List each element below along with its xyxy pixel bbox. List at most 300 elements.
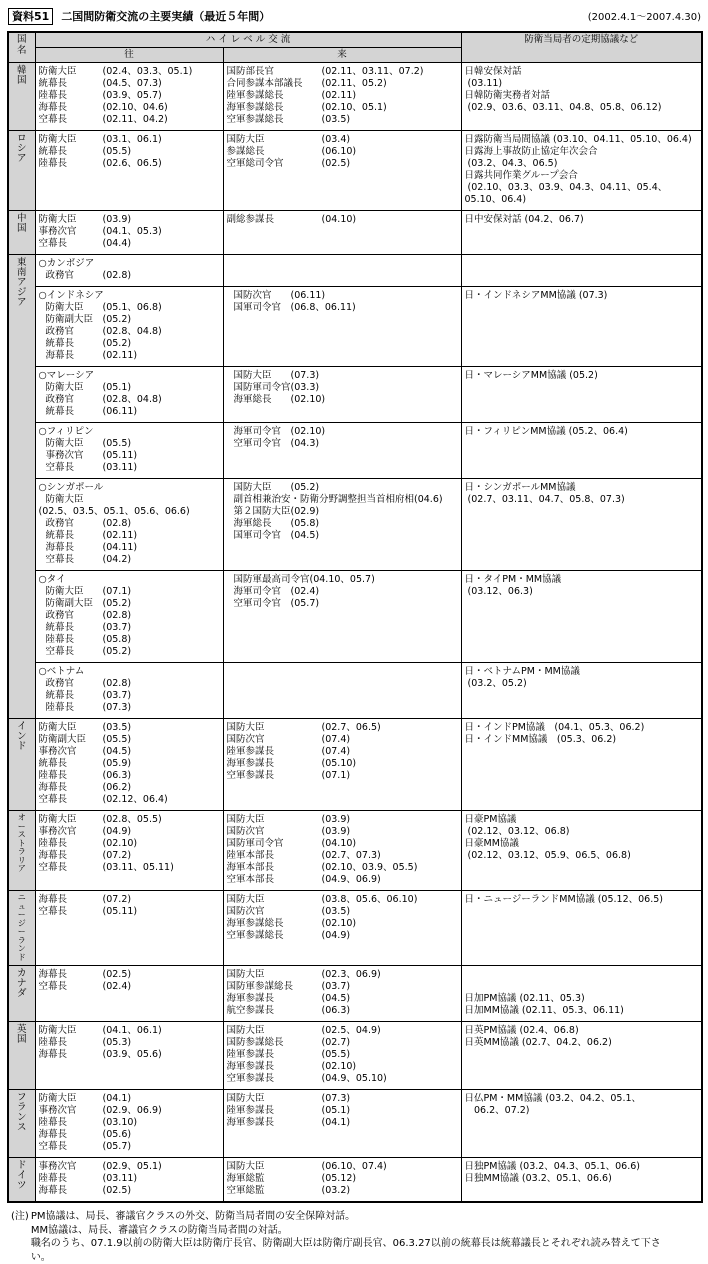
visit-dates: (05.2) xyxy=(102,314,132,325)
visits-incoming-cell xyxy=(223,367,461,423)
country-name-char: ニ xyxy=(17,893,26,902)
visit-dates: (04.5) xyxy=(102,746,132,757)
visits-incoming-cell xyxy=(223,131,461,211)
country-row xyxy=(8,663,702,719)
visit-entry xyxy=(39,542,220,554)
visit-dates: (05.3) xyxy=(102,1037,132,1048)
official-title: 事務次官 xyxy=(38,226,77,237)
official-title: 陸幕長 xyxy=(38,1173,68,1184)
official-title: 海軍本部長 xyxy=(226,862,275,873)
visit-dates: (04.9、05.10) xyxy=(321,1073,387,1084)
visit-dates: (04.6) xyxy=(414,494,443,505)
visit-entry xyxy=(227,918,458,930)
visit-dates: (02.8) xyxy=(102,610,132,621)
visit-dates: (04.3) xyxy=(290,438,320,449)
country-name-vertical xyxy=(9,891,35,965)
visit-dates: (04.5) xyxy=(321,993,351,1004)
visit-dates: (02.8) xyxy=(102,270,132,281)
country-row xyxy=(8,479,702,571)
consultation-entry: 日独MM協議 (03.2、05.1、06.6) xyxy=(464,1173,612,1184)
visit-dates: (05.9) xyxy=(102,758,132,769)
visit-dates: (05.2) xyxy=(290,482,320,493)
visit-dates: (02.10、03.9、05.5) xyxy=(321,862,418,873)
consultations-cell xyxy=(461,367,702,423)
visit-dates: (06.8、06.11) xyxy=(290,302,356,313)
visit-dates: (05.8) xyxy=(102,634,132,645)
visits-outgoing-cell xyxy=(35,211,223,255)
country-label xyxy=(8,811,35,891)
footnote-line: MM協議は、局長、審議官クラスの防衛当局者間の対話。 xyxy=(30,1224,288,1236)
country-row xyxy=(8,891,702,966)
visit-dates: (02.10、04.6) xyxy=(102,102,168,113)
official-title: 防衛大臣 xyxy=(45,586,84,597)
consultations-cell xyxy=(461,966,702,1022)
visits-outgoing-cell xyxy=(35,1158,223,1203)
visit-dates: (02.8、04.8) xyxy=(102,394,162,405)
visit-entry xyxy=(39,1173,220,1185)
visit-dates: (02.10) xyxy=(290,426,326,437)
official-title: 空軍参謀総長 xyxy=(226,930,284,941)
country-name-char: 国 xyxy=(16,223,27,234)
country-name-char: ド xyxy=(16,741,27,752)
country-name-char: シ xyxy=(16,143,27,154)
visit-dates: (07.4) xyxy=(321,746,351,757)
visit-dates: (02.11) xyxy=(321,90,357,101)
official-title: 海幕長 xyxy=(38,1185,68,1196)
title-bar xyxy=(8,8,701,25)
official-title: 海幕長 xyxy=(45,350,75,361)
visit-dates: (03.7) xyxy=(102,622,132,633)
official-title: 空軍司令官 xyxy=(233,598,282,609)
visit-dates: (06.2) xyxy=(102,782,132,793)
visit-entry xyxy=(227,1173,458,1185)
visit-dates: (05.12) xyxy=(321,1173,357,1184)
visit-dates: (03.9、05.6) xyxy=(102,1049,162,1060)
visit-dates: (03.9) xyxy=(321,814,351,825)
official-title: 副総参謀長 xyxy=(226,214,275,225)
visit-entry xyxy=(39,302,220,314)
official-title: 海軍総長 xyxy=(233,518,272,529)
official-title: 防衛大臣 xyxy=(38,134,77,145)
visit-entry xyxy=(227,146,458,158)
visit-entry xyxy=(39,214,220,226)
official-title: 防衛大臣 xyxy=(38,722,77,733)
official-title: 事務次官 xyxy=(45,450,84,461)
visits-outgoing-cell xyxy=(35,131,223,211)
visit-dates: (05.5) xyxy=(321,1049,351,1060)
official-title: 空軍総監 xyxy=(226,1185,265,1196)
official-title: 防衛大臣 xyxy=(38,66,77,77)
visits-outgoing-cell xyxy=(35,255,223,287)
official-title: 陸幕長 xyxy=(38,1117,68,1128)
official-title: 国防大臣 xyxy=(226,134,265,145)
official-title: 海幕長 xyxy=(38,969,68,980)
country-name-vertical xyxy=(9,966,35,1002)
subsection-title: ○ベトナム xyxy=(38,666,85,677)
visit-dates: (06.10) xyxy=(321,146,357,157)
consultations-cell xyxy=(461,423,702,479)
official-title: 国防次官 xyxy=(233,290,272,301)
official-title: 陸軍参謀長 xyxy=(226,746,275,757)
consultation-entry: 日・インドネシアMM協議 (07.3) xyxy=(464,290,608,301)
visit-entry xyxy=(227,598,458,610)
official-title: 統幕長 xyxy=(38,758,68,769)
header-high-level: ハ イ レ ベ ル 交 流 xyxy=(35,32,461,48)
consultations-cell xyxy=(461,891,702,966)
visit-entry xyxy=(227,382,458,394)
visit-entry xyxy=(227,746,458,758)
visit-dates: (02.4、03.3、05.1) xyxy=(102,66,193,77)
visit-dates: (02.11、05.2) xyxy=(321,78,387,89)
country-label xyxy=(8,891,35,966)
visits-incoming-cell xyxy=(223,1022,461,1090)
visit-entry xyxy=(227,826,458,838)
official-title: 国軍司令官 xyxy=(233,530,282,541)
official-title: 海幕長 xyxy=(38,894,68,905)
official-title: 空幕長 xyxy=(38,238,68,249)
visit-entry xyxy=(39,1161,220,1173)
table-header xyxy=(8,32,702,63)
visit-dates: (05.11) xyxy=(102,450,138,461)
visit-entry xyxy=(39,518,220,530)
visit-entry xyxy=(39,1105,220,1117)
official-title: 海軍司令官 xyxy=(233,586,282,597)
visits-incoming-cell xyxy=(223,211,461,255)
country-name-char: ド xyxy=(16,1160,27,1171)
country-label xyxy=(8,131,35,211)
visit-dates: (02.4) xyxy=(290,586,320,597)
country-name-char: 東 xyxy=(16,257,27,268)
visit-entry xyxy=(227,894,458,906)
visit-entry xyxy=(227,78,458,90)
visit-dates: (04.1、05.3) xyxy=(102,226,162,237)
country-name-char: ー xyxy=(17,910,26,919)
consultation-entry: 日露共同作業グループ会合 xyxy=(464,170,578,181)
visits-incoming-cell xyxy=(223,1090,461,1158)
visit-entry xyxy=(227,134,458,146)
visit-entry xyxy=(39,326,220,338)
official-title: 国防部長官 xyxy=(226,66,275,77)
visit-dates: (02.11、04.2) xyxy=(102,114,168,125)
official-title: 陸軍参謀長 xyxy=(226,1049,275,1060)
visit-entry xyxy=(227,1049,458,1061)
visit-entry xyxy=(39,314,220,326)
header-go: 往 xyxy=(35,48,223,63)
official-title: 国防大臣 xyxy=(226,814,265,825)
visits-incoming-cell xyxy=(223,891,461,966)
official-title: 国防大臣 xyxy=(233,482,272,493)
consultation-entry: (03.11) xyxy=(464,78,503,89)
official-title: 防衛副大臣 xyxy=(45,598,94,609)
official-title: 国防大臣 xyxy=(226,1093,265,1104)
official-title: 陸幕長 xyxy=(38,838,68,849)
visit-dates: (03.7) xyxy=(102,690,132,701)
country-label xyxy=(8,1022,35,1090)
visit-dates: (02.6、06.5) xyxy=(102,158,162,169)
visit-dates: (03.2) xyxy=(321,1185,351,1196)
country-label xyxy=(8,1090,35,1158)
official-title: 空幕長 xyxy=(38,1141,68,1152)
visit-dates: (04.9、06.9) xyxy=(321,874,381,885)
consultation-entry: 日・タイPM・MM協議 xyxy=(464,574,562,585)
country-name-vertical xyxy=(9,1158,35,1194)
visit-dates: (02.7、06.5) xyxy=(321,722,381,733)
country-row xyxy=(8,1158,702,1203)
country-name-char: ジ xyxy=(17,918,26,928)
official-title: 空幕長 xyxy=(45,646,75,657)
consultation-entry: 日露海上事故防止協定年次会合 xyxy=(464,146,598,157)
country-row xyxy=(8,287,702,367)
country-name-char: ツ xyxy=(16,1180,27,1191)
visit-entry xyxy=(227,518,458,530)
country-name-char: ダ xyxy=(16,988,27,999)
country-name-char: 韓 xyxy=(16,65,27,76)
header-country-label: 国名 xyxy=(16,34,27,56)
visit-dates: (05.10) xyxy=(321,758,357,769)
consultation-entry: 日加MM協議 (02.11、05.3、06.11) xyxy=(464,1005,624,1016)
visit-entry xyxy=(39,462,220,474)
country-row xyxy=(8,211,702,255)
consultations-cell xyxy=(461,811,702,891)
country-name-char: フ xyxy=(16,1092,27,1103)
visit-dates: (04.10) xyxy=(321,214,357,225)
visit-entry xyxy=(227,494,458,506)
country-row xyxy=(8,1090,702,1158)
visit-dates: (02.5) xyxy=(321,158,351,169)
visit-dates: (04.9) xyxy=(102,826,132,837)
consultation-entry: (02.12、03.12、05.9、06.5、06.8) xyxy=(464,850,631,861)
visit-entry xyxy=(39,734,220,746)
official-title: 国防次官 xyxy=(226,826,265,837)
visit-dates: (02.5、04.9) xyxy=(321,1025,381,1036)
official-title: 海軍参謀長 xyxy=(226,1061,275,1072)
official-title: 国防参謀総長 xyxy=(226,1037,284,1048)
visit-entry xyxy=(39,450,220,462)
visit-dates: (06.11) xyxy=(102,406,138,417)
visit-entry xyxy=(39,270,220,282)
consultation-entry: 日・シンガポールMM協議 xyxy=(464,482,576,493)
visit-dates: (02.9、05.1) xyxy=(102,1161,162,1172)
visit-entry xyxy=(227,1117,458,1129)
country-name-char: ト xyxy=(17,838,26,848)
country-name-char: ジ xyxy=(16,287,27,298)
country-name-vertical xyxy=(9,811,35,877)
official-title: 第２国防大臣 xyxy=(233,506,291,517)
header-country xyxy=(8,32,35,63)
official-title: 空軍司令官 xyxy=(233,438,282,449)
consultation-entry: 日・フィリピンMM協議 (05.2、06.4) xyxy=(464,426,628,437)
footnote-line: PM協議は、局長、審議官クラスの外交、防衛当局者間の安全保障対話。 xyxy=(30,1211,356,1222)
official-title: 統幕長 xyxy=(45,622,75,633)
official-title: 国軍司令官 xyxy=(233,302,282,313)
visit-entry xyxy=(39,114,220,126)
country-row xyxy=(8,255,702,287)
visit-entry xyxy=(39,794,220,806)
official-title: 統幕長 xyxy=(38,78,68,89)
visit-entry xyxy=(227,370,458,382)
visit-entry xyxy=(227,770,458,782)
official-title: 空幕長 xyxy=(45,554,75,565)
country-label xyxy=(8,255,35,719)
visit-dates: (02.10、05.1) xyxy=(321,102,387,113)
visit-entry xyxy=(39,981,220,993)
visits-outgoing-cell xyxy=(35,571,223,663)
country-row xyxy=(8,571,702,663)
visit-dates: (03.4) xyxy=(321,134,351,145)
official-title: 政務官 xyxy=(45,610,75,621)
official-title: 空軍参謀長 xyxy=(226,1073,275,1084)
visit-entry xyxy=(39,782,220,794)
official-title: 事務次官 xyxy=(38,826,77,837)
official-title: 防衛大臣 xyxy=(38,1025,77,1036)
subsection-title: ○シンガポール xyxy=(38,482,104,493)
visit-entry xyxy=(227,981,458,993)
visits-outgoing-cell xyxy=(35,811,223,891)
consultation-entry: (02.12、03.12、06.8) xyxy=(464,826,570,837)
consultation-entry: 日露防衛当局間協議 (03.10、04.11、05.10、06.4) xyxy=(464,134,692,145)
visit-entry xyxy=(39,690,220,702)
consultation-entry: (02.9、03.6、03.11、04.8、05.8、06.12) xyxy=(464,102,662,113)
visit-entry xyxy=(227,930,458,942)
visit-dates: (03.11、05.11) xyxy=(102,862,174,873)
visit-dates: (03.5) xyxy=(321,906,351,917)
official-title: 海軍参謀総長 xyxy=(226,102,284,113)
visit-dates: (06.11) xyxy=(290,290,326,301)
visit-entry xyxy=(227,1025,458,1037)
footnotes xyxy=(11,1210,701,1264)
visit-entry xyxy=(39,438,220,450)
official-title: 陸軍参謀総長 xyxy=(226,90,284,101)
visit-entry xyxy=(39,494,220,518)
official-title: 防衛副大臣 xyxy=(38,734,87,745)
visit-dates: (05.6) xyxy=(102,1129,132,1140)
doc-number-badge: 資料51 xyxy=(8,8,53,25)
official-title: 空幕長 xyxy=(38,906,68,917)
visit-dates: (07.2) xyxy=(102,850,132,861)
official-title: 政務官 xyxy=(45,394,75,405)
official-title: 海軍総長 xyxy=(233,394,272,405)
visit-dates: (02.8、04.8) xyxy=(102,326,162,337)
visit-entry xyxy=(39,1129,220,1141)
consultation-entry: (02.10、03.3、03.9、04.3、04.11、05.4、05.10、06.4) xyxy=(464,182,668,205)
official-title: 陸幕長 xyxy=(45,634,75,645)
visit-entry xyxy=(39,610,220,622)
visit-dates: (02.5) xyxy=(102,969,132,980)
consultation-entry: 日英PM協議 (02.4、06.8) xyxy=(464,1025,579,1036)
official-title: 国防大臣 xyxy=(226,722,265,733)
visit-entry xyxy=(39,146,220,158)
official-title: 海幕長 xyxy=(38,102,68,113)
official-title: 陸軍参謀長 xyxy=(226,1105,275,1116)
visit-dates: (03.11) xyxy=(102,462,138,473)
visit-dates: (03.3) xyxy=(290,382,320,393)
country-name-vertical xyxy=(9,211,35,237)
country-label xyxy=(8,966,35,1022)
country-row xyxy=(8,1022,702,1090)
country-name-char: ス xyxy=(16,1122,27,1133)
visit-dates: (04.9) xyxy=(321,930,351,941)
subsection-title: ○インドネシア xyxy=(38,290,104,301)
visit-entry xyxy=(39,1049,220,1061)
country-name-char: ア xyxy=(17,864,26,873)
country-name-char: ス xyxy=(17,830,26,839)
consultations-cell xyxy=(461,63,702,131)
official-title: 空軍参謀長 xyxy=(226,770,275,781)
visits-incoming-cell xyxy=(223,287,461,367)
consultation-entry: (03.2、05.2) xyxy=(464,678,527,689)
official-title: 防衛大臣 xyxy=(38,814,77,825)
visit-entry xyxy=(39,598,220,610)
visits-outgoing-cell xyxy=(35,1090,223,1158)
visits-incoming-cell xyxy=(223,571,461,663)
visit-entry xyxy=(227,758,458,770)
official-title: 防衛大臣 xyxy=(38,214,77,225)
official-title: 空幕長 xyxy=(38,862,68,873)
visit-entry xyxy=(39,66,220,78)
visit-dates: (05.2) xyxy=(102,338,132,349)
visits-outgoing-cell xyxy=(35,63,223,131)
visit-dates: (05.1) xyxy=(321,1105,351,1116)
subsection-title: ○カンボジア xyxy=(38,258,95,269)
country-label xyxy=(8,719,35,811)
visit-dates: (07.2) xyxy=(102,894,132,905)
visit-dates: (07.1) xyxy=(102,586,132,597)
visit-entry xyxy=(39,1093,220,1105)
visits-incoming-cell xyxy=(223,255,461,287)
visit-entry xyxy=(39,586,220,598)
official-title: 防衛大臣 xyxy=(38,1093,77,1104)
official-title: 海軍参謀長 xyxy=(226,993,275,1004)
official-title: 海幕長 xyxy=(45,542,75,553)
official-title: 事務次官 xyxy=(38,1161,77,1172)
official-title: 合同参謀本部議長 xyxy=(226,78,303,89)
official-title: 国防大臣 xyxy=(226,1025,265,1036)
consultation-entry: 日豪MM協議 xyxy=(464,838,519,849)
visit-entry xyxy=(227,1105,458,1117)
visit-dates: (04.1) xyxy=(102,1093,132,1104)
official-title: 防衛大臣 xyxy=(45,302,84,313)
official-title: 海軍参謀長 xyxy=(226,1117,275,1128)
country-row xyxy=(8,131,702,211)
country-name-char: ド xyxy=(17,952,26,962)
visit-dates: (05.7) xyxy=(290,598,320,609)
visit-dates: (06.10、07.4) xyxy=(321,1161,387,1172)
visit-dates: (04.5) xyxy=(290,530,320,541)
header-consultations: 防衛当局者の定期協議など xyxy=(461,32,702,63)
footnote-line: 職名のうち、07.1.9以前の防衛大臣は防衛庁長官、防衛副大臣は防衛庁副長官、06.3.27以前の統幕長は統幕議長とそれぞれ読み替えて下さい。 xyxy=(30,1238,661,1263)
country-label xyxy=(8,1158,35,1203)
official-title: 政務官 xyxy=(45,326,75,337)
visits-outgoing-cell xyxy=(35,719,223,811)
visit-entry xyxy=(39,158,220,170)
official-title: 海軍参謀総長 xyxy=(226,918,284,929)
official-title: 海幕長 xyxy=(38,1129,68,1140)
visit-entry xyxy=(39,102,220,114)
official-title: 海軍司令官 xyxy=(233,426,282,437)
visit-entry xyxy=(39,338,220,350)
official-title: 空軍参謀総長 xyxy=(226,114,284,125)
visits-incoming-cell xyxy=(223,719,461,811)
visit-dates: (03.1、06.1) xyxy=(102,134,162,145)
country-name-char: ン xyxy=(17,944,26,953)
visit-entry xyxy=(227,574,458,586)
country-label xyxy=(8,211,35,255)
visit-dates: (02.8、05.5) xyxy=(102,814,162,825)
visit-entry xyxy=(39,406,220,418)
visit-dates: (06.3) xyxy=(102,770,132,781)
visit-dates: (02.9) xyxy=(290,506,320,517)
official-title: 国防次官 xyxy=(226,734,265,745)
